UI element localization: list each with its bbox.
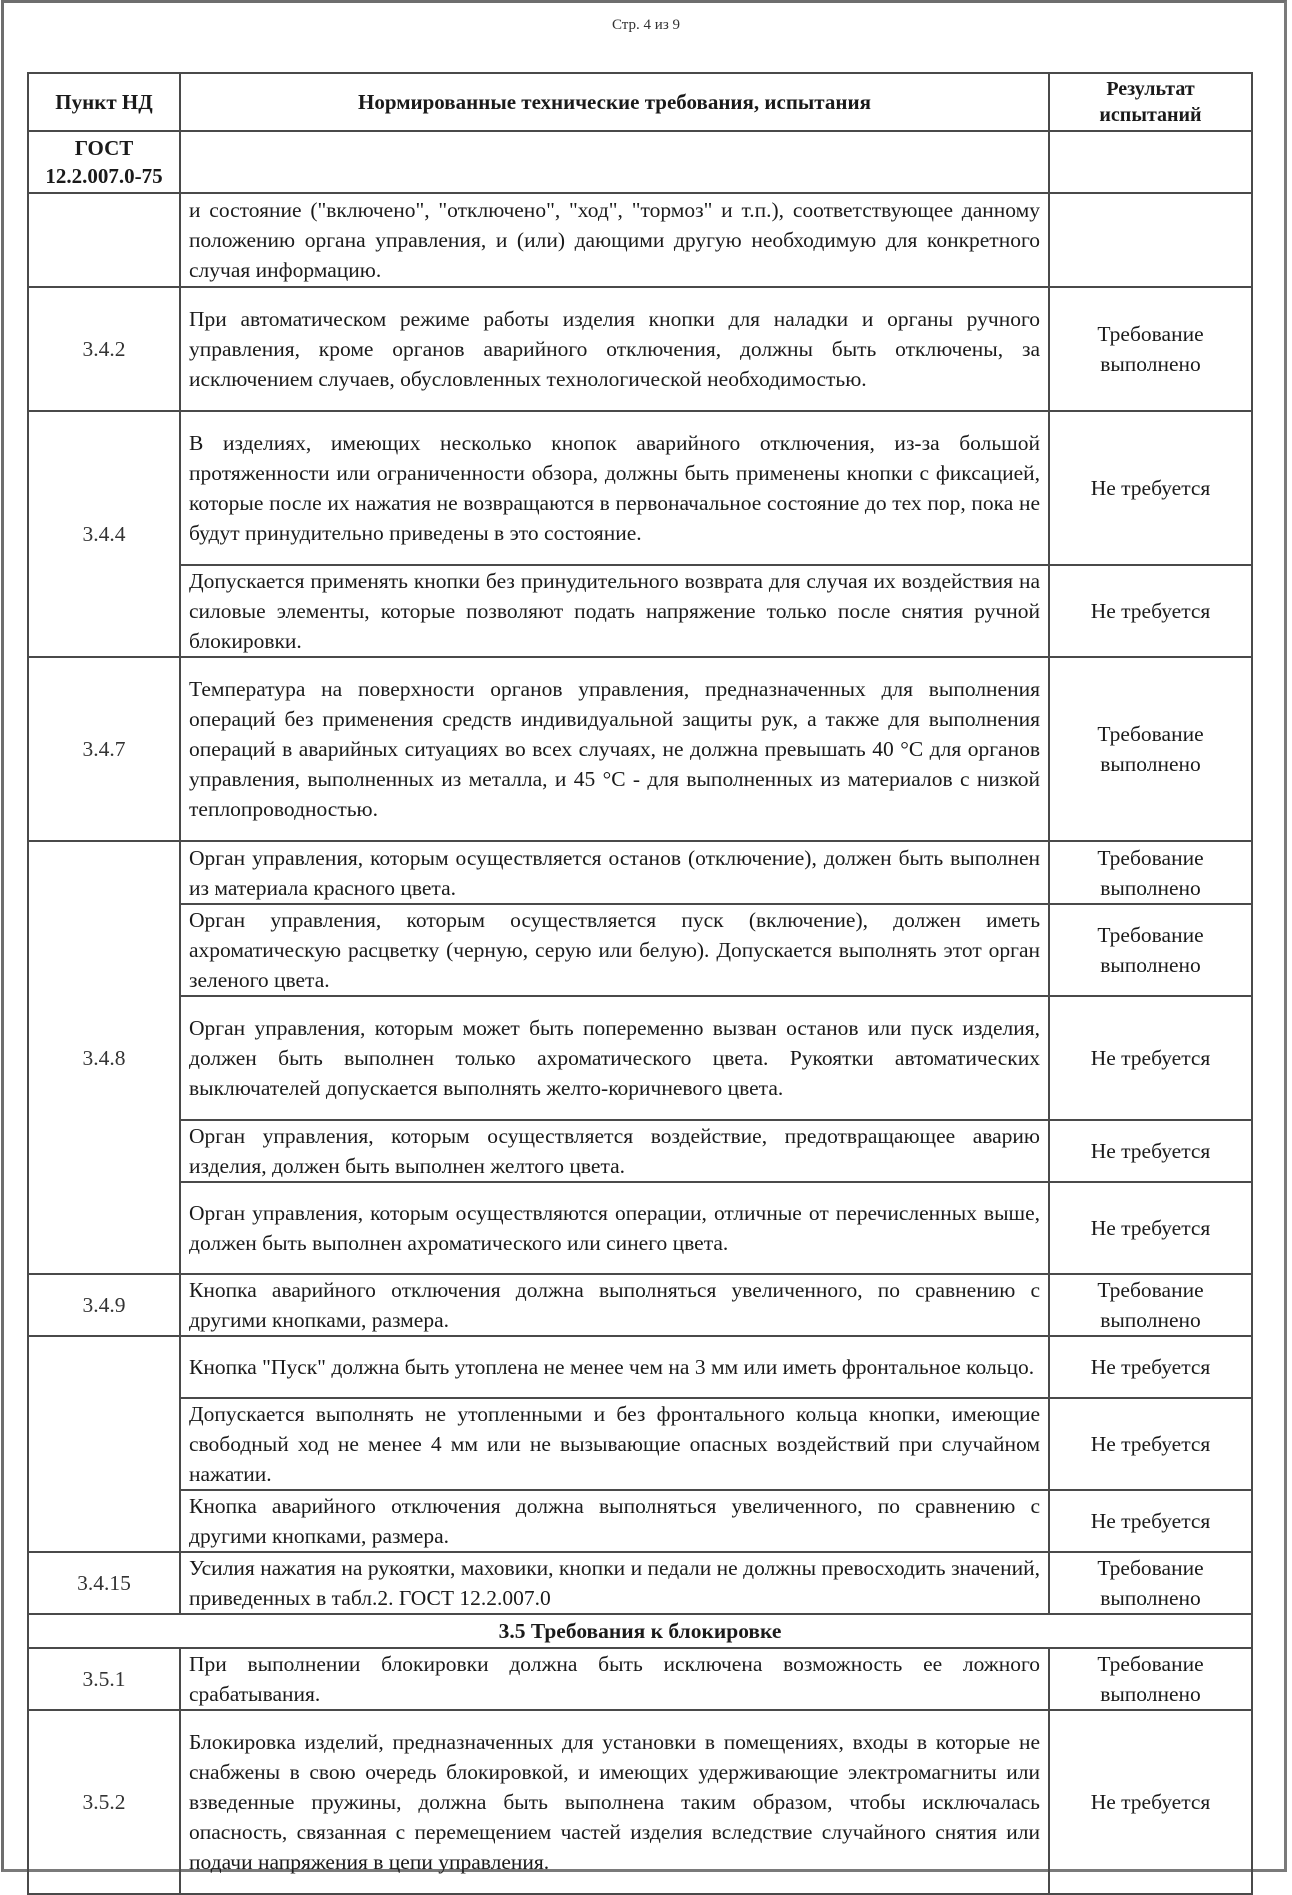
table-row xyxy=(28,841,1252,904)
requirement-text: Орган управления, которым осуществляется останов (отключение), должен быть выполнен из материала красного цвета. xyxy=(180,841,1049,904)
result-cell: Не требуется xyxy=(1049,565,1252,657)
standard-row xyxy=(28,131,1252,193)
result-cell: Требование выполнено xyxy=(1049,1552,1252,1614)
requirement-text: Блокировка изделий, предназначенных для установки в помещениях, входы в которые не снабжены в свою очередь блокировкой, и имеющих удерживающие электромагниты или взведенные пружины, должна быть выполнена таким образом, чтобы исключалась опасность, связанная с перемещением частей изделия вследствие случайного снятия или подачи напряжения в цепи управления. xyxy=(180,1710,1049,1894)
section-row xyxy=(28,1614,1252,1648)
result-cell: Не требуется xyxy=(1049,1710,1252,1894)
header-requirements: Нормированные технические требования, испытания xyxy=(180,73,1049,131)
result-cell: Требование выполнено xyxy=(1049,287,1252,411)
requirement-text: При автоматическом режиме работы изделия кнопки для наладки и органы ручного управления, кроме органов аварийного отключения, должны быть отключены, за исключением случаев, обусловленных технологической необходимостью. xyxy=(180,287,1049,411)
table-row xyxy=(28,287,1252,411)
empty-cell xyxy=(1049,131,1252,193)
table-row xyxy=(28,996,1252,1120)
table-row xyxy=(28,1490,1252,1552)
result-cell: Требование выполнено xyxy=(1049,1648,1252,1710)
result-cell: Требование выполнено xyxy=(1049,904,1252,996)
result-cell: Не требуется xyxy=(1049,1120,1252,1182)
result-cell: Не требуется xyxy=(1049,1490,1252,1552)
section-heading: 3.5 Требования к блокировке xyxy=(28,1614,1252,1648)
point-cell: 3.4.4 xyxy=(28,411,180,657)
header-result: Результат испытаний xyxy=(1049,73,1252,131)
table-row xyxy=(28,1648,1252,1710)
table-row xyxy=(28,1120,1252,1182)
result-cell: Не требуется xyxy=(1049,1182,1252,1274)
table-row xyxy=(28,904,1252,996)
table-row xyxy=(28,1710,1252,1894)
requirement-text: Орган управления, которым может быть попеременно вызван останов или пуск изделия, должен быть выполнен только ахроматического цвета. Рукоятки автоматических выключателей допускается выполнять желто-коричневого цвета. xyxy=(180,996,1049,1120)
point-cell xyxy=(28,193,180,287)
table-row xyxy=(28,411,1252,565)
point-cell: 3.5.2 xyxy=(28,1710,180,1894)
page-number: Стр. 4 из 9 xyxy=(612,17,680,33)
result-cell: Требование выполнено xyxy=(1049,841,1252,904)
requirement-text: Орган управления, которым осуществляется воздействие, предотвращающее аварию изделия, должен быть выполнен желтого цвета. xyxy=(180,1120,1049,1182)
requirement-text: Усилия нажатия на рукоятки, маховики, кнопки и педали не должны превосходить значений, приведенных в табл.2. ГОСТ 12.2.007.0 xyxy=(180,1552,1049,1614)
requirement-text: Кнопка "Пуск" должна быть утоплена не менее чем на 3 мм или иметь фронтальное кольцо. xyxy=(180,1336,1049,1398)
requirement-text: Температура на поверхности органов управления, предназначенных для выполнения операций без применения средств индивидуальной защиты рук, а также для выполнения операций в аварийных ситуациях во всех случаях, не должна превышать 40 °С для органов управления, выполненных из металла, и 45 °С - для выполненных из материалов с низкой теплопроводностью. xyxy=(180,657,1049,841)
requirement-text: и состояние ("включено", "отключено", "ход", "тормоз" и т.п.), соответствующее данному положению органа управления, и (или) дающими другую необходимую для конкретного случая информацию. xyxy=(180,193,1049,287)
result-cell: Не требуется xyxy=(1049,411,1252,565)
requirement-text: При выполнении блокировки должна быть исключена возможность ее ложного срабатывания. xyxy=(180,1648,1049,1710)
point-cell: 3.4.7 xyxy=(28,657,180,841)
requirement-text: Допускается применять кнопки без принудительного возврата для случая их воздействия на силовые элементы, которые позволяют подать напряжение только после снятия ручной блокировки. xyxy=(180,565,1049,657)
table-row xyxy=(28,1552,1252,1614)
result-cell: Требование выполнено xyxy=(1049,657,1252,841)
table-row xyxy=(28,1182,1252,1274)
requirement-text: Кнопка аварийного отключения должна выполняться увеличенного, по сравнению с другими кнопками, размера. xyxy=(180,1274,1049,1336)
table-header-row xyxy=(28,73,1252,131)
standard-name: ГОСТ 12.2.007.0-75 xyxy=(28,131,180,193)
table-row xyxy=(28,193,1252,287)
requirement-text: В изделиях, имеющих несколько кнопок аварийного отключения, из-за большой протяженности или ограниченности обзора, должны быть применены кнопки с фиксацией, которые после их нажатия не возвращаются в первоначальное состояние до тех пор, пока не будут принудительно приведены в это состояние. xyxy=(180,411,1049,565)
table-row xyxy=(28,565,1252,657)
point-cell: 3.4.9 xyxy=(28,1274,180,1336)
table-row xyxy=(28,1274,1252,1336)
table-row xyxy=(28,657,1252,841)
point-cell: 3.4.15 xyxy=(28,1552,180,1614)
point-cell: 3.4.8 xyxy=(28,841,180,1274)
result-cell: Требование выполнено xyxy=(1049,1274,1252,1336)
empty-cell xyxy=(180,131,1049,193)
table-row xyxy=(28,1398,1252,1490)
result-cell: Не требуется xyxy=(1049,1336,1252,1398)
result-cell xyxy=(1049,193,1252,287)
point-cell: 3.4.2 xyxy=(28,287,180,411)
result-cell: Не требуется xyxy=(1049,1398,1252,1490)
requirement-text: Орган управления, которым осуществляются операции, отличные от перечисленных выше, должен быть выполнен ахроматического или синего цвета. xyxy=(180,1182,1049,1274)
requirement-text: Допускается выполнять не утопленными и без фронтального кольца кнопки, имеющие свободный ход не менее 4 мм или не вызывающие опасных воздействий при случайном нажатии. xyxy=(180,1398,1049,1490)
requirement-text: Кнопка аварийного отключения должна выполняться увеличенного, по сравнению с другими кнопками, размера. xyxy=(180,1490,1049,1552)
result-cell: Не требуется xyxy=(1049,996,1252,1120)
table-row xyxy=(28,1336,1252,1398)
header-point: Пункт НД xyxy=(28,73,180,131)
requirement-text: Орган управления, которым осуществляется пуск (включение), должен иметь ахроматическую расцветку (черную, серую или белую). Допускается выполнять этот орган зеленого цвета. xyxy=(180,904,1049,996)
point-cell xyxy=(28,1336,180,1552)
point-cell: 3.5.1 xyxy=(28,1648,180,1710)
requirements-table xyxy=(27,72,1253,1895)
